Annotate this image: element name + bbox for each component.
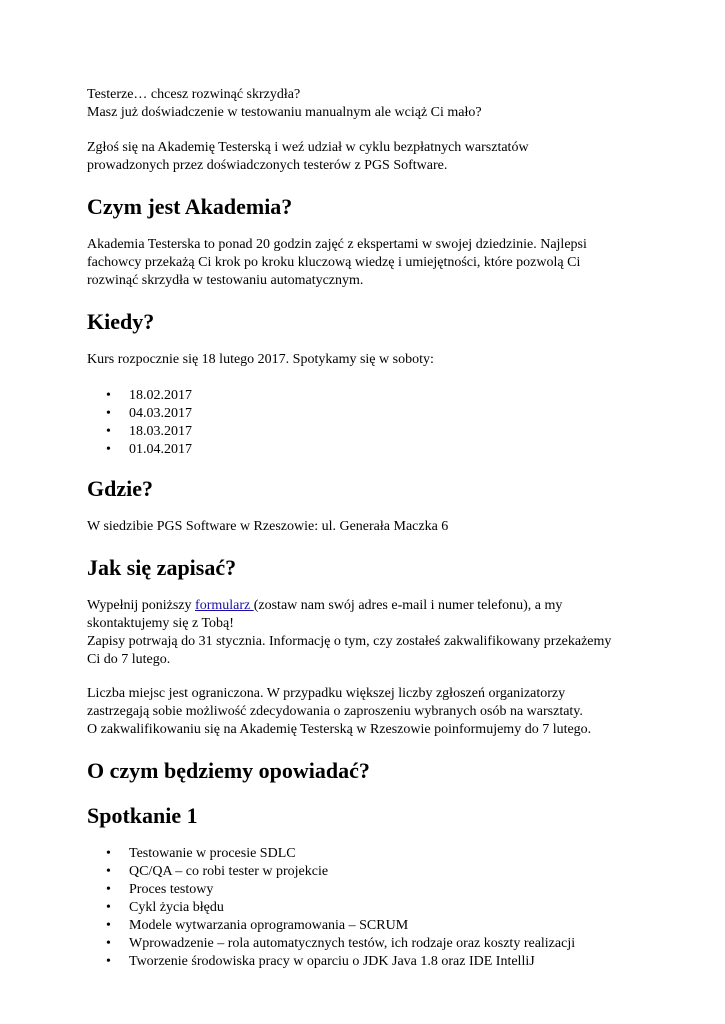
heading-kiedy: Kiedy? <box>87 309 155 334</box>
intro-line-4: prowadzonych przez doświadczonych testerów z PGS Software. <box>87 158 448 173</box>
heading-o-czym-bedziemy-opowiadac: O czym będziemy opowiadać? <box>87 758 370 783</box>
formularz-link[interactable]: formularz <box>195 598 254 613</box>
bullet-icon: • <box>106 882 111 897</box>
list-item: • Wprowadzenie – rola automatycznych testów, ich rodzaje oraz koszty realizacji <box>106 936 576 951</box>
zapis-line-2: skontaktujemy się z Tobą! <box>87 616 234 631</box>
dates-list <box>87 387 687 459</box>
bullet-icon: • <box>106 864 111 879</box>
intro-line-1: Testerze… chcesz rozwinąć skrzydła? <box>87 87 301 102</box>
zapis-line-1: Wypełnij poniższy formularz (zostaw nam swój adres e-mail i numer telefonu), a my <box>87 598 563 613</box>
list-item: • Tworzenie środowiska pracy w oparciu o JDK Java 1.8 oraz IDE IntelliJ <box>106 954 535 969</box>
heading-czym-jest-akademia: Czym jest Akademia? <box>87 194 293 219</box>
zapis-line-5: Liczba miejsc jest ograniczona. W przypadku większej liczby zgłoszeń organizatorzy <box>87 686 566 701</box>
bullet-icon: • <box>106 936 111 951</box>
list-item: • 18.03.2017 <box>106 424 192 439</box>
heading-jak-sie-zapisac: Jak się zapisać? <box>87 555 237 580</box>
heading-gdzie: Gdzie? <box>87 476 153 501</box>
list-item: • 04.03.2017 <box>106 406 192 421</box>
document-page <box>87 86 687 971</box>
czym-line-2: fachowcy przekażą Ci krok po kroku kluczową wiedzę i umiejętności, które pozwolą Ci <box>87 255 581 270</box>
zapis-line-3: Zapisy potrwają do 31 stycznia. Informację o tym, czy zostałeś zakwalifikowany przekażemy <box>87 634 612 649</box>
czym-line-3: rozwinąć skrzydła w testowaniu automatycznym. <box>87 273 364 288</box>
intro-line-2: Masz już doświadczenie w testowaniu manualnym ale wciąż Ci mało? <box>87 105 482 120</box>
bullet-icon: • <box>106 406 111 421</box>
zapis-line-7: O zakwalifikowaniu się na Akademię Testerską w Rzeszowie poinformujemy do 7 lutego. <box>87 722 592 737</box>
bullet-icon: • <box>106 442 111 457</box>
bullet-icon: • <box>106 918 111 933</box>
czym-line-1: Akademia Testerska to ponad 20 godzin zajęć z ekspertami w swojej dziedzinie. Najlepsi <box>87 237 587 252</box>
bullet-icon: • <box>106 954 111 969</box>
bullet-icon: • <box>106 388 111 403</box>
list-item: • Proces testowy <box>106 882 214 897</box>
list-item: • Modele wytwarzania oprogramowania – SCRUM <box>106 918 409 933</box>
zapis-line-4: Ci do 7 lutego. <box>87 652 171 667</box>
bullet-icon: • <box>106 424 111 439</box>
heading-spotkanie-1: Spotkanie 1 <box>87 803 198 828</box>
bullet-icon: • <box>106 846 111 861</box>
kiedy-text: Kurs rozpocznie się 18 lutego 2017. Spotykamy się w soboty: <box>87 352 434 367</box>
list-item: • 18.02.2017 <box>106 388 192 403</box>
list-item: • QC/QA – co robi tester w projekcie <box>106 864 329 879</box>
bullet-icon: • <box>106 900 111 915</box>
intro-line-3: Zgłoś się na Akademię Testerską i weź udział w cyklu bezpłatnych warsztatów <box>87 140 529 155</box>
list-item: • 01.04.2017 <box>106 442 192 457</box>
spotkanie-1-topics <box>87 845 687 971</box>
list-item: • Cykl życia błędu <box>106 900 224 915</box>
gdzie-text: W siedzibie PGS Software w Rzeszowie: ul. Generała Maczka 6 <box>87 519 449 534</box>
zapis-line-6: zastrzegają sobie możliwość zdecydowania o zaproszeniu wybranych osób na warsztaty. <box>87 704 583 719</box>
list-item: • Testowanie w procesie SDLC <box>106 846 296 861</box>
